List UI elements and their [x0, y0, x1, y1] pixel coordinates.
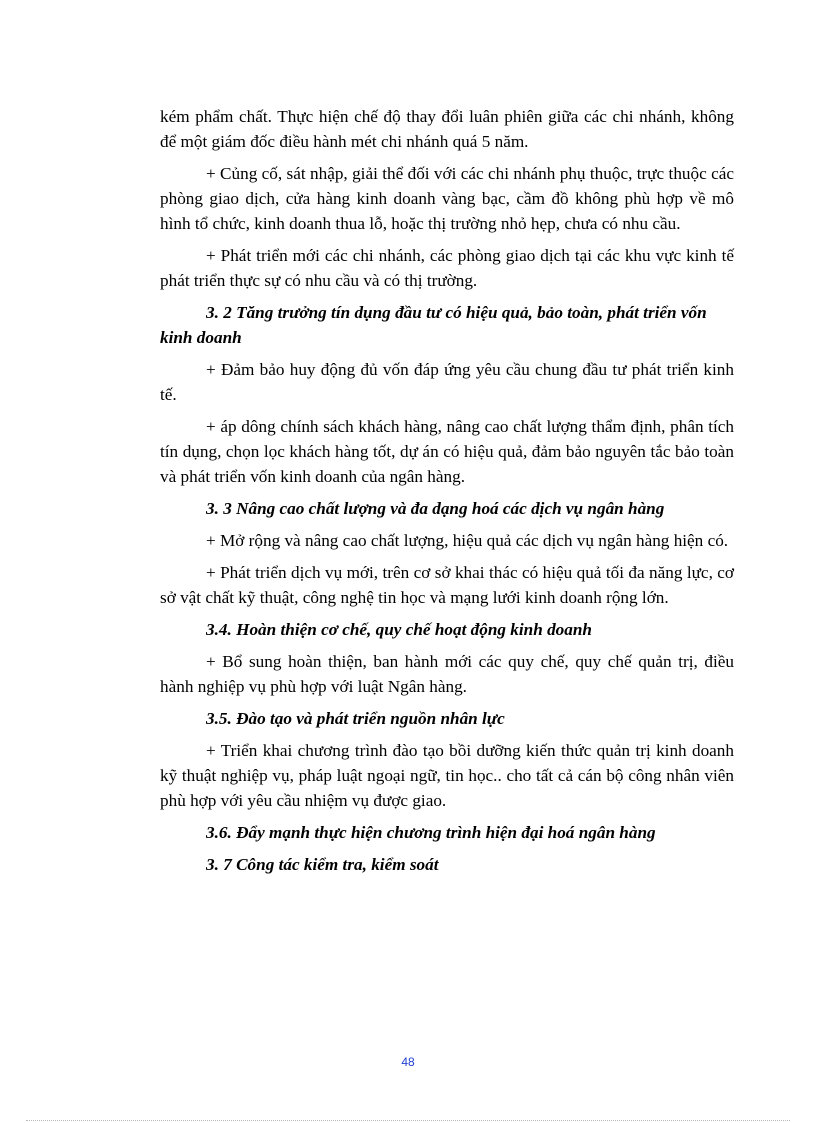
page-bottom-divider — [26, 1120, 790, 1121]
paragraph-new-services: + Phát triển dịch vụ mới, trên cơ sở khai thác có hiệu quả tối đa năng lực, cơ sở vật chất kỹ thuật, công nghệ tin học và mạng lưới kinh doanh rộng lớn. — [160, 563, 734, 607]
document-body — [160, 104, 734, 884]
section-heading-3-4: 3.4. Hoàn thiện cơ chế, quy chế hoạt động kinh doanh — [206, 620, 592, 639]
paragraph-training: + Triển khai chương trình đào tạo bồi dưỡng kiến thức quản trị kinh doanh kỹ thuật nghiệp vụ, pháp luật ngoại ngữ, tin học.. cho tất cả cán bộ công nhân viên phù hợp với yêu cầu nhiệm vụ được giao. — [160, 741, 734, 810]
paragraph-develop-branches: + Phát triển mới các chi nhánh, các phòng giao dịch tại các khu vực kinh tế phát triển thực sự có nhu cầu và có thị trường. — [160, 246, 734, 290]
paragraph-regulations: + Bổ sung hoàn thiện, ban hành mới các quy chế, quy chế quản trị, điều hành nghiệp vụ phù hợp với luật Ngân hàng. — [160, 652, 734, 696]
page-number: 48 — [401, 1055, 415, 1069]
section-heading-3-5: 3.5. Đào tạo và phát triển nguồn nhân lực — [206, 709, 505, 728]
section-heading-3-2: 3. 2 Tăng trưởng tín dụng đầu tư có hiệu quả, bảo toàn, phát triển vốn kinh doanh — [160, 303, 707, 347]
paragraph-continuation: kém phẩm chất. Thực hiện chế độ thay đổi luân phiên giữa các chi nhánh, không để một giám đốc điều hành mét chi nhánh quá 5 năm. — [160, 107, 734, 151]
paragraph-customer-policy: + áp dông chính sách khách hàng, nâng cao chất lượng thẩm định, phân tích tín dụng, chọn lọc khách hàng tốt, dự án có hiệu quả, đảm bảo nguyên tắc bảo toàn và phát triển vốn kinh doanh của ngân hàng. — [160, 417, 734, 486]
paragraph-expand-services: + Mở rộng và nâng cao chất lượng, hiệu quả các dịch vụ ngân hàng hiện có. — [206, 531, 729, 550]
paragraph-consolidate-branches: + Củng cố, sát nhập, giải thể đối với các chi nhánh phụ thuộc, trực thuộc các phòng giao dịch, cửa hàng kinh doanh vàng bạc, cầm đồ không phù hợp về mô hình tổ chức, kinh doanh thua lỗ, hoặc thị trường nhỏ hẹp, chưa có nhu cầu. — [160, 164, 734, 233]
section-heading-3-6: 3.6. Đẩy mạnh thực hiện chương trình hiện đại hoá ngân hàng — [206, 823, 656, 842]
section-heading-3-7: 3. 7 Công tác kiểm tra, kiểm soát — [206, 855, 439, 874]
section-heading-3-3: 3. 3 Nâng cao chất lượng và đa dạng hoá các dịch vụ ngân hàng — [206, 499, 665, 518]
paragraph-capital-mobilization: + Đảm bảo huy động đủ vốn đáp ứng yêu cầu chung đầu tư phát triển kinh tế. — [160, 360, 734, 404]
